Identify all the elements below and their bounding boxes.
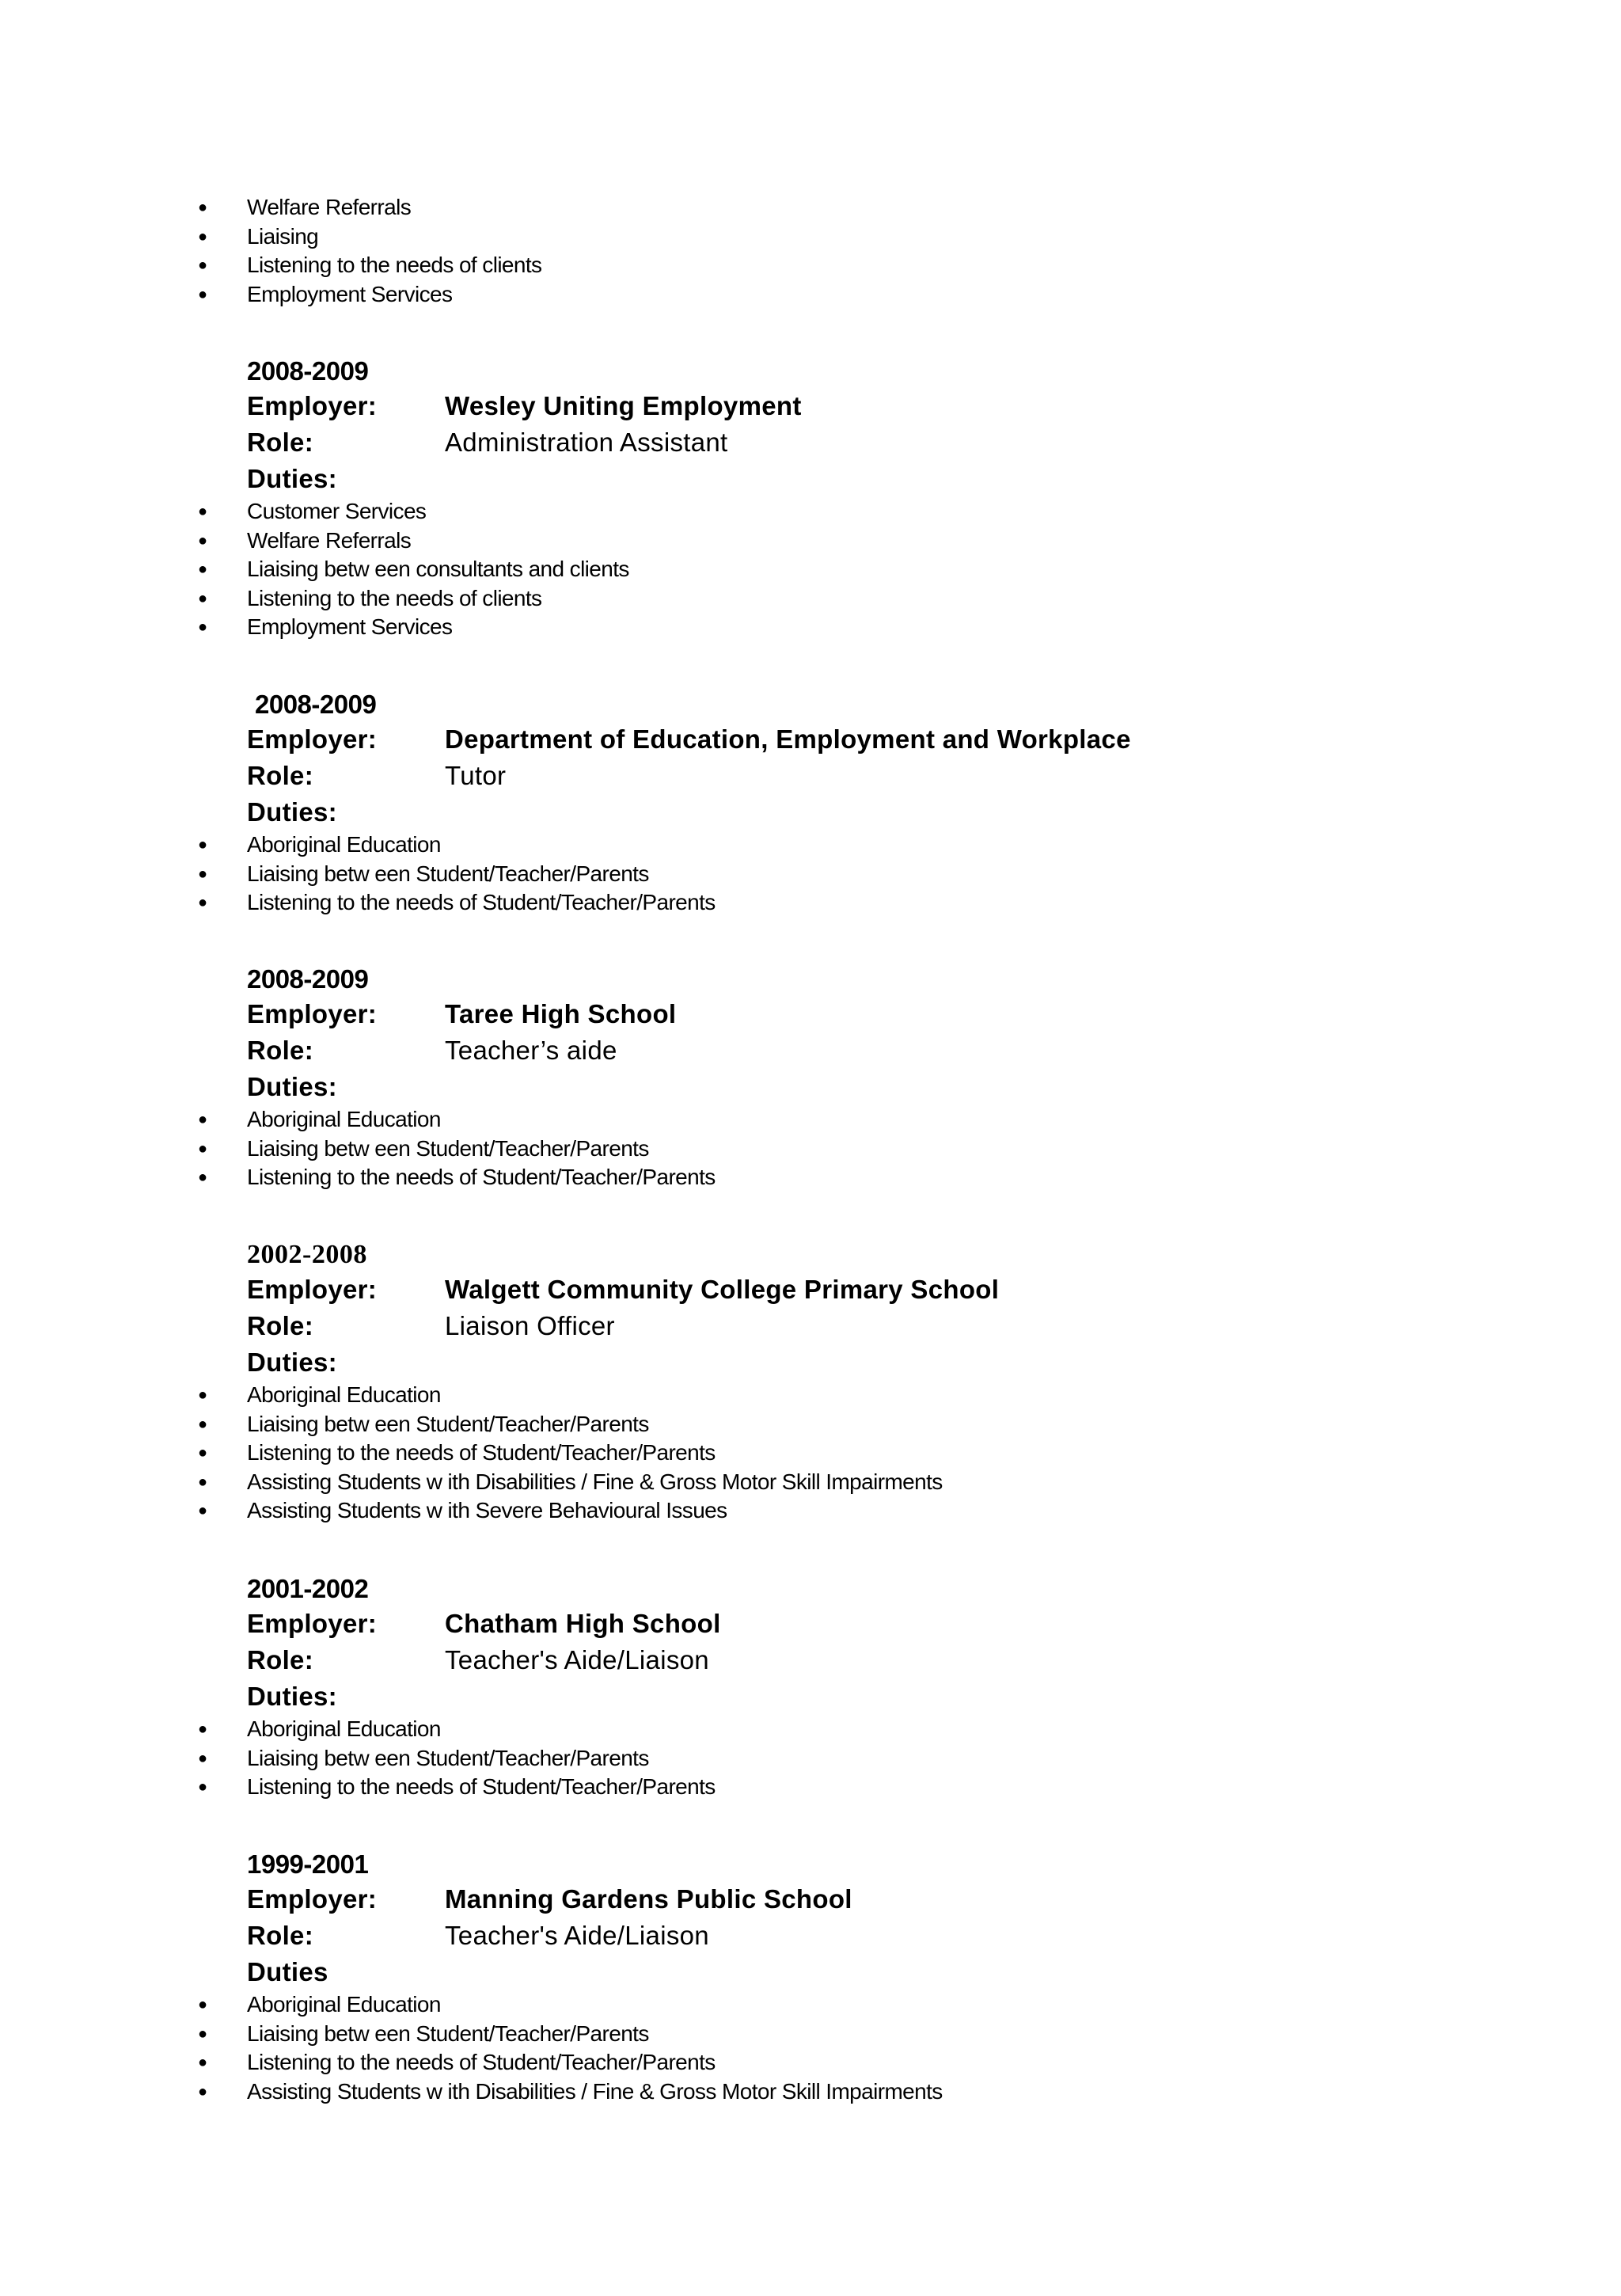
employer-name: Manning Gardens Public School (445, 1884, 852, 1914)
duties-label: Duties: (247, 1072, 337, 1101)
duties-label: Duties (247, 1957, 328, 1986)
duties-label: Duties: (247, 1682, 337, 1711)
role-value: Liaison Officer (445, 1311, 615, 1340)
employer-label: Employer: (247, 1275, 378, 1304)
bullet-icon: ● (198, 589, 207, 607)
job-years: 2008-2009 (255, 690, 377, 719)
bullet-icon: ● (198, 894, 207, 911)
bullet-icon: ● (198, 561, 207, 578)
job-years: 2008-2009 (247, 964, 369, 994)
role-label: Role: (247, 1311, 313, 1340)
job-years: 2001-2002 (247, 1574, 369, 1603)
resume-page: ● Welfare Referrals ● Liaising ● Listening to the needs of clients ● Employment Services 2008-2009 Employer: Wesley Uniting Employment Role: Administration Assistant Duties: ● Customer Services ● Welfare Referrals ● Liaising betw een consultants and clients ● Listening to the needs of clients ● Employment Services 2008-2009 Employer: Department of Education, Employment and Workplace Role: Tutor Duties: ● Aboriginal Education ● Liaising betw een Student/Teacher/Parents ● Listening to the needs of Student/Teacher/Parents 2008-2009 Employer: Taree High School Role: Teacher’s aide Duties: ● Aboriginal Education ● Liaising betw een Student/Teacher/Parents ● Listening to the needs of Student/Teacher/Parents 2002-2008 Employer: Walgett Community College Primary School Role: Liaison Officer Duties: ● Aboriginal Education ● Liaising betw een Student/Teacher/Parents ● Listening to the needs of Student/Teacher/Parents ● Assisting Students w ith Disabilities / Fine & Gross Motor Skill Impairments ● Assisting Students w ith Severe Behavioural Issues 2001-2002 Employer: Chatham High School Role: Teacher's Aide/Liaison Duties: ● Aboriginal Education ● Liaising betw een Student/Teacher/Parents ● Listening to the needs of Student/Teacher/Parents 1999-2001 Employer: Manning Gardens Public School Role: Teacher's Aide/Liaison Duties ● Aboriginal Education ● Liaising betw een Student/Teacher/Parents ● Listening to the needs of Student/Teacher/Parents ● Assisting Students w ith Disabilities / Fine & Gross Motor Skill Impairments (0, 0, 1621, 2296)
job-years: 2008-2009 (247, 356, 369, 386)
bullet-icon: ● (198, 865, 207, 883)
bullet-icon: ● (198, 1473, 207, 1491)
bullet-icon: ● (198, 1502, 207, 1519)
bullet-icon: ● (198, 285, 207, 303)
employer-label: Employer: (247, 1884, 378, 1914)
job-years: 1999-2001 (247, 1849, 369, 1879)
bullet-icon: ● (198, 1139, 207, 1158)
role-value: Teacher's Aide/Liaison (445, 1921, 709, 1950)
role-value: Teacher’s aide (445, 1036, 617, 1065)
bullet-icon: ● (198, 1415, 207, 1433)
role-label: Role: (247, 1645, 313, 1674)
employer-label: Employer: (247, 724, 378, 754)
bullet-icon: ● (198, 1996, 207, 2013)
employer-name: Chatham High School (445, 1609, 721, 1638)
role-label: Role: (247, 1921, 313, 1950)
role-label: Role: (247, 761, 313, 790)
role-value: Administration Assistant (445, 428, 728, 457)
employer-label: Employer: (247, 999, 378, 1028)
bullet-icon: ● (198, 836, 207, 853)
bullet-icon: ● (198, 2024, 207, 2043)
bullet-icon: ● (198, 1778, 207, 1796)
duties-label: Duties: (247, 797, 337, 827)
employer-label: Employer: (247, 1609, 378, 1638)
bullet-icon: ● (198, 1444, 207, 1462)
bullet-icon: ● (198, 2054, 207, 2071)
bullet-icon: ● (198, 1169, 207, 1186)
duties-label: Duties: (247, 1348, 337, 1377)
employer-name: Department of Education, Employment and Workplace (445, 724, 1131, 754)
role-value: Teacher's Aide/Liaison (445, 1645, 709, 1674)
job-years: 2002-2008 (247, 1240, 367, 1269)
bullet-icon: ● (198, 257, 207, 274)
bullet-icon: ● (198, 199, 207, 216)
bullet-icon: ● (198, 531, 207, 549)
bullet-icon: ● (198, 2082, 207, 2100)
employer-label: Employer: (247, 391, 378, 420)
bullet-icon: ● (198, 618, 207, 636)
duties-label: Duties: (247, 464, 337, 493)
bullet-icon: ● (198, 1749, 207, 1767)
employer-name: Wesley Uniting Employment (445, 391, 802, 420)
role-value: Tutor (445, 761, 507, 790)
employer-name: Walgett Community College Primary School (445, 1275, 1000, 1304)
bullet-icon: ● (198, 1720, 207, 1738)
bullet-icon: ● (198, 1111, 207, 1128)
bullet-icon: ● (198, 227, 207, 245)
bullet-icon: ● (198, 503, 207, 520)
role-label: Role: (247, 428, 313, 457)
role-label: Role: (247, 1036, 313, 1065)
bullet-icon: ● (198, 1386, 207, 1404)
employer-name: Taree High School (445, 999, 677, 1028)
